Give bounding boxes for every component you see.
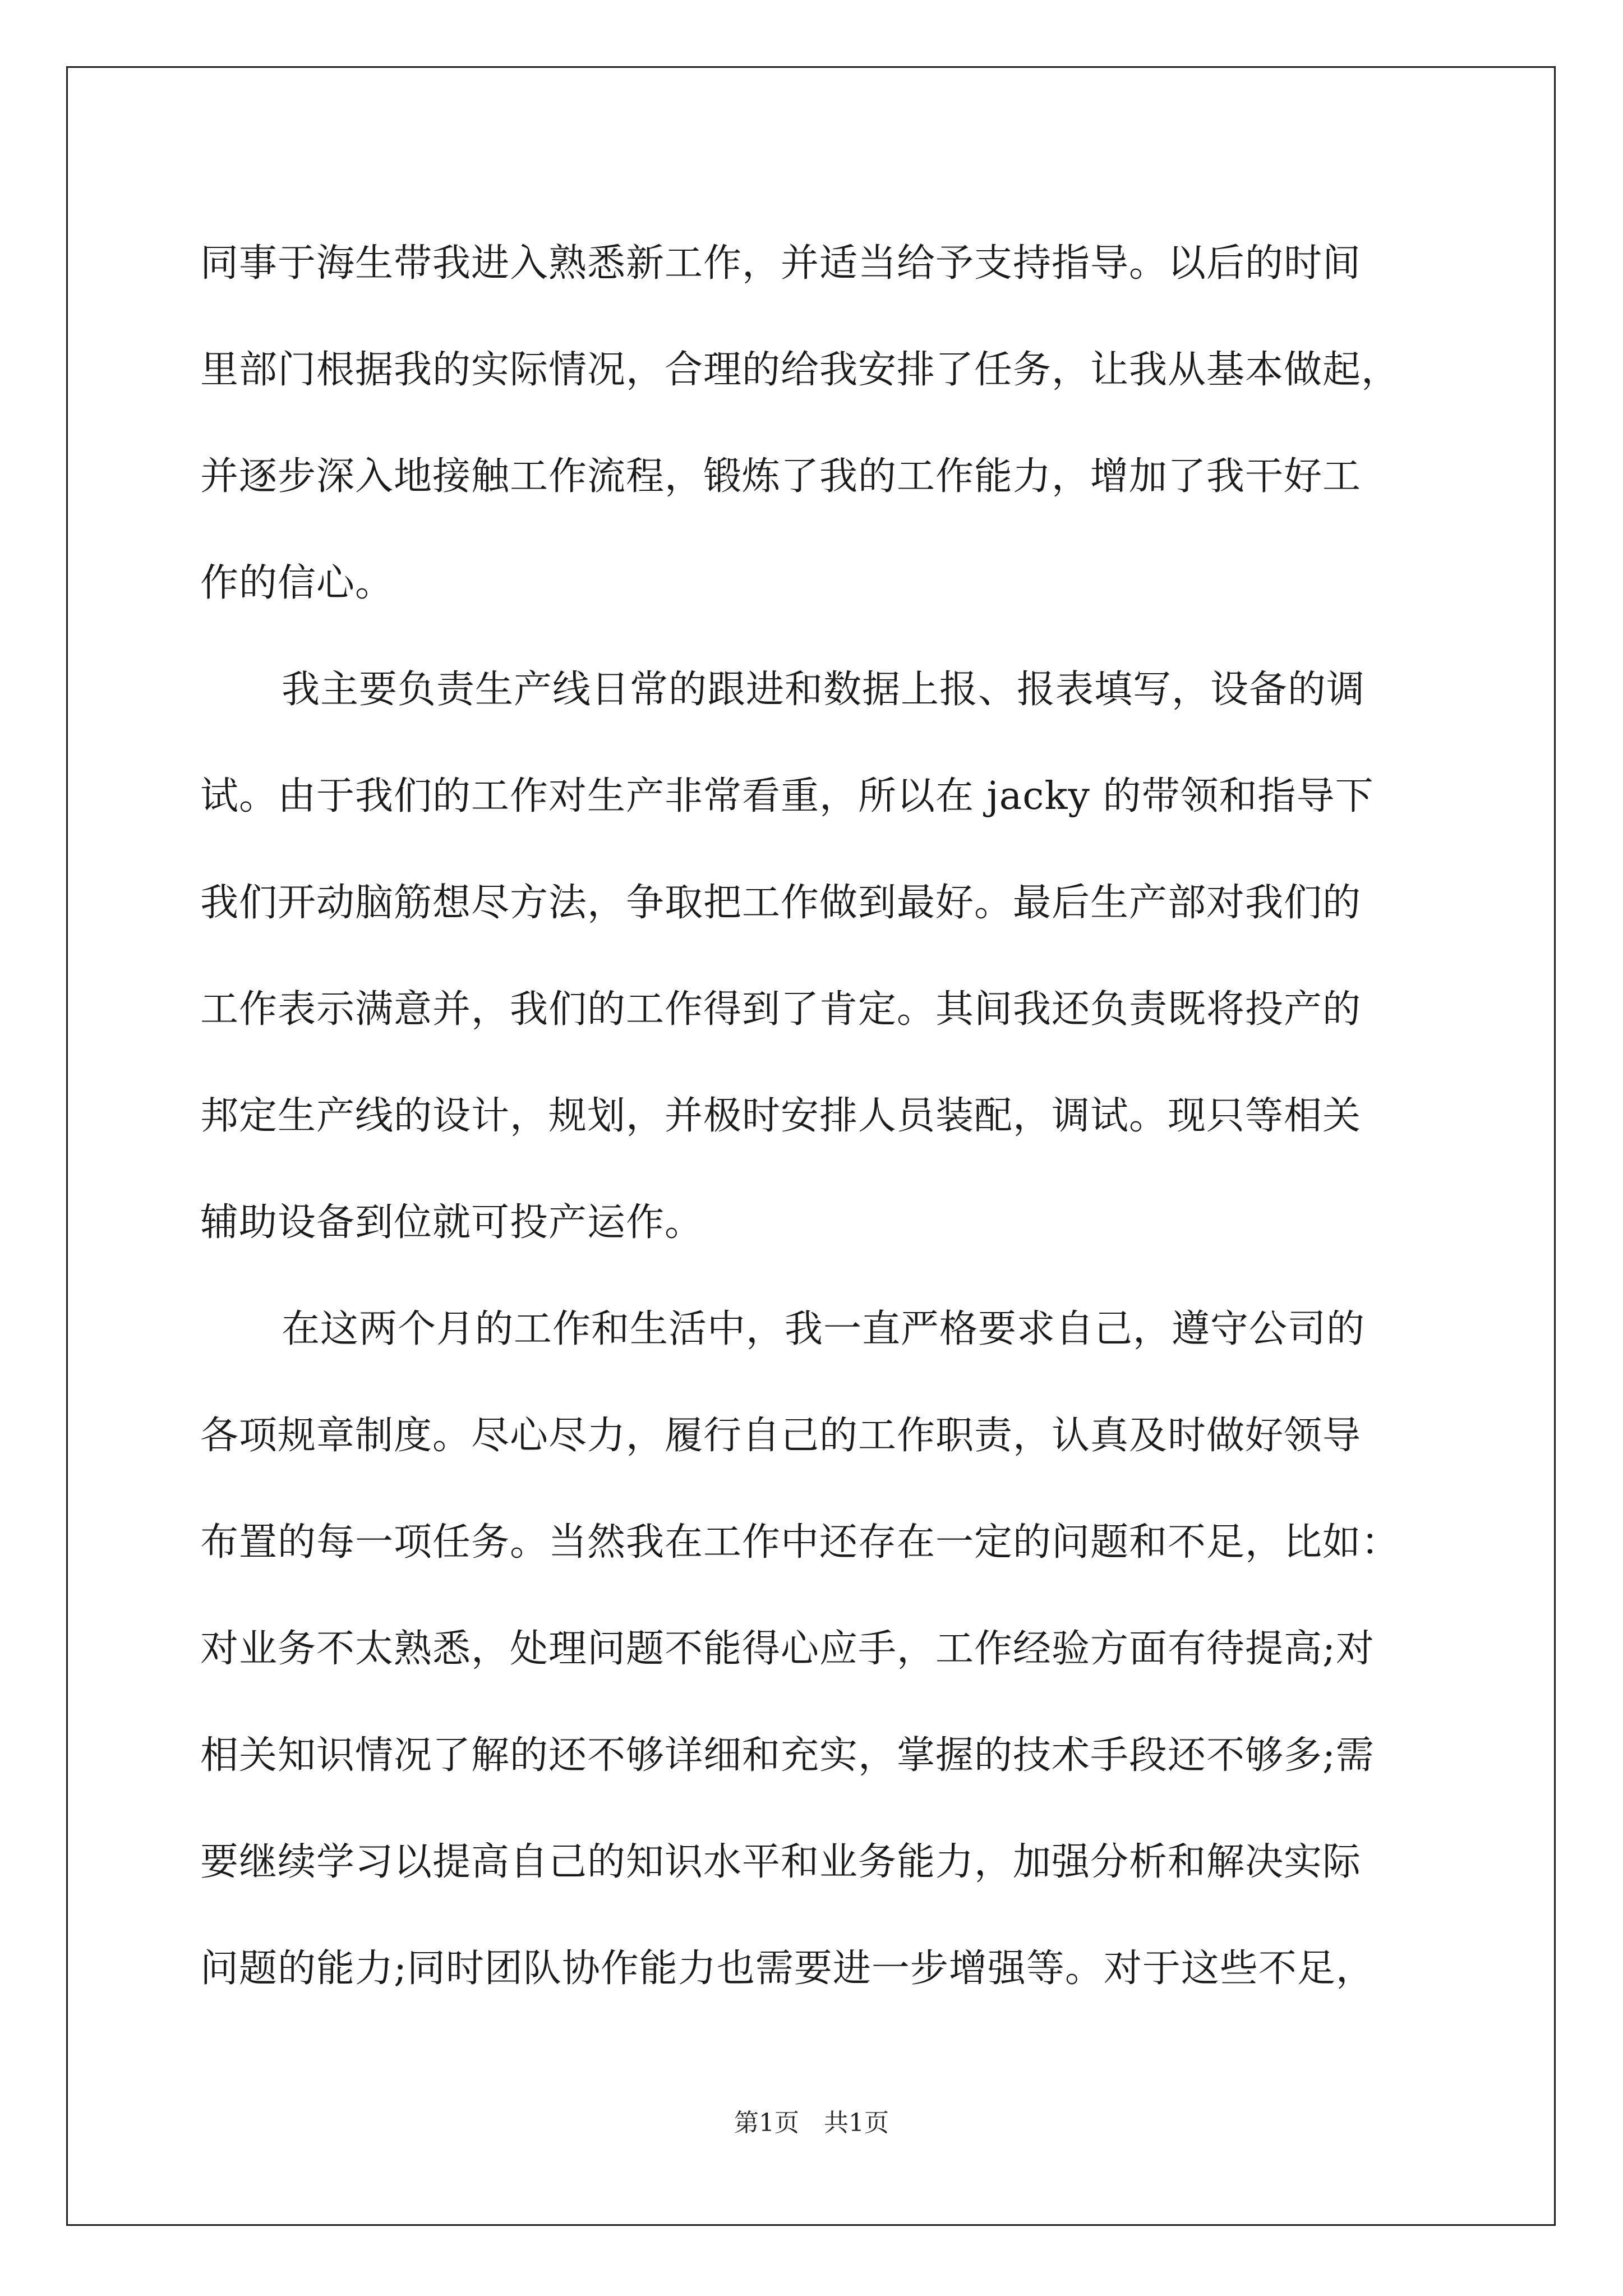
body-text-line: 辅助设备到位就可投产运作。 <box>200 1200 704 1245</box>
body-text-line: 在这两个月的工作和生活中，我一直严格要求自己，遵守公司的 <box>282 1307 1366 1351</box>
body-text-line: 问题的能力;同时团队协作能力也需要进一步增强等。对于这些不足， <box>200 1947 1375 1991</box>
body-text-line: 邦定生产线的设计，规划，并极时安排人员装配，调试。现只等相关 <box>200 1094 1362 1138</box>
body-text-line: 要继续学习以提高自己的知识水平和业务能力，加强分析和解决实际 <box>200 1840 1362 1884</box>
body-text-line: 同事于海生带我进入熟悉新工作，并适当给予支持指导。以后的时间 <box>200 241 1362 286</box>
body-text-line: 试。由于我们的工作对生产非常看重，所以在 jacky 的带领和指导下 <box>200 774 1374 818</box>
document-body <box>200 210 1434 2022</box>
body-text-line: 作的信心。 <box>200 561 394 605</box>
body-text-line: 我主要负责生产线日常的跟进和数据上报、报表填写，设备的调 <box>282 668 1366 712</box>
body-text-line: 里部门根据我的实际情况，合理的给我安排了任务，让我从基本做起， <box>200 348 1400 392</box>
body-text-line: 并逐步深入地接触工作流程，锻炼了我的工作能力，增加了我干好工 <box>200 454 1362 499</box>
body-text-line: 相关知识情况了解的还不够详细和充实，掌握的技术手段还不够多;需 <box>200 1733 1375 1778</box>
body-text-line: 对业务不太熟悉，处理问题不能得心应手，工作经验方面有待提高;对 <box>200 1627 1375 1671</box>
body-text-line: 布置的每一项任务。当然我在工作中还存在一定的问题和不足，比如： <box>200 1520 1400 1565</box>
body-text-line: 工作表示满意并，我们的工作得到了肯定。其间我还负责既将投产的 <box>200 987 1362 1032</box>
body-text-line: 我们开动脑筋想尽方法，争取把工作做到最好。最后生产部对我们的 <box>200 881 1362 925</box>
body-text-line: 各项规章制度。尽心尽力，履行自己的工作职责，认真及时做好领导 <box>200 1414 1362 1458</box>
page-number-footer: 第1页 共1页 <box>734 2109 889 2137</box>
